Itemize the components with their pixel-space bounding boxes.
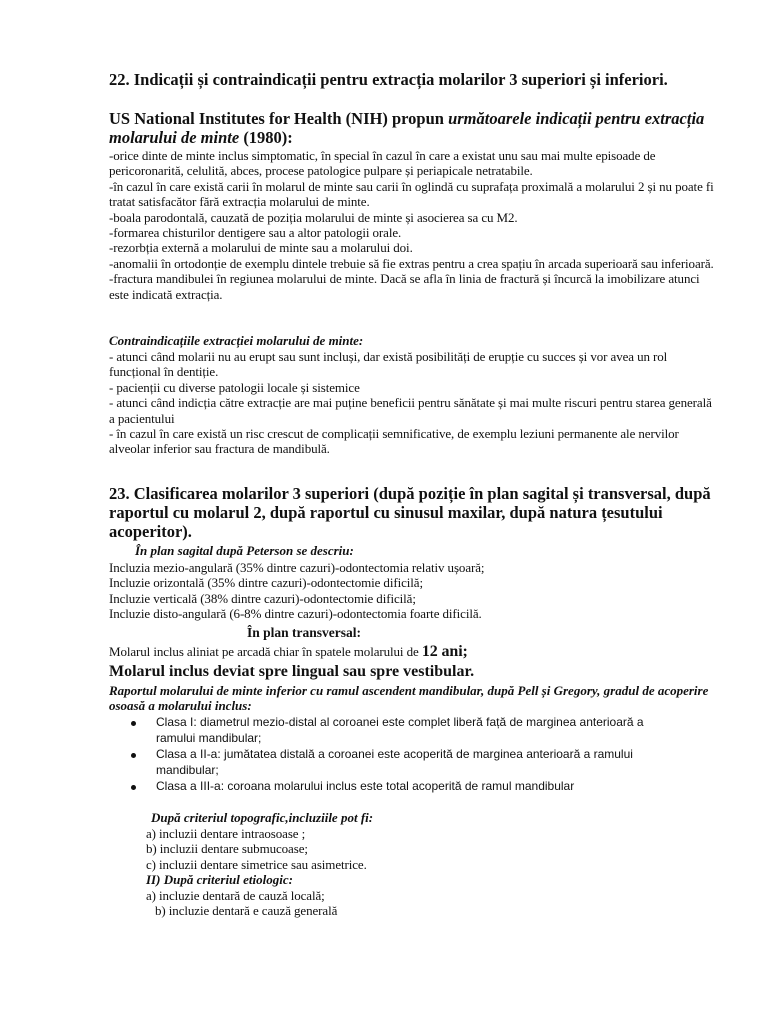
sagittal-item: Incluzie disto-angulară (6-8% dintre cazuri)-odontectomia foarte dificilă. (109, 606, 482, 622)
indication-item: -fractura mandibulei în regiunea molarului de minte. Dacă se afla în linia de fractură și încurcă la imobilizare atunci este indicată extracția. (109, 271, 700, 302)
etiologic-item: b) incluzie dentară e cauză generală (155, 903, 338, 919)
contraindication-item: - pacienții cu diverse patologii locale și sistemice (109, 379, 360, 395)
sagittal-item: Incluzia mezio-angulară (35% dintre cazuri)-odontectomia relativ ușoară; (109, 560, 485, 575)
transversal-line-1 (109, 643, 715, 661)
pell-item-text: Clasa a III-a: coroana molarului inclus este total acoperită de ramul mandibular (156, 779, 575, 793)
sagittal-item: Incluzie verticală (38% dintre cazuri)-odontectomie dificilă; (109, 590, 416, 606)
bullet-icon (131, 721, 136, 726)
bullet-icon (131, 785, 136, 790)
topographic-item: c) incluzii dentare simetrice sau asimetrice. (146, 856, 367, 872)
bullet-icon (131, 753, 136, 758)
etiologic-title: II) După criteriul etiologic: (146, 872, 293, 887)
indication-item: -orice dinte de minte inclus simptomatic, în special în cazul în care a existat unu sau mai multe episoade de pericoronarită, celulită, abces, procese patologice pulpare și periapicale netratabile. (109, 148, 656, 179)
indications-list (109, 148, 715, 302)
nih-heading (109, 109, 715, 147)
transversal-title: În plan transversal: (247, 625, 362, 640)
pell-item-text: Clasa I: diametrul mezio-distal al coroanei este complet liberă față de marginea anterioară a ramului mandibular; (156, 715, 644, 745)
indication-item: -boala parodontală, cauzată de poziția molarului de minte și asocierea sa cu M2. (109, 209, 518, 225)
indication-item: -în cazul în care există carii în molarul de minte sau carii în oglindă cu suprafața proximală a molarului 2 și nu poate fi tratat satisfacător fără extracția molarului de minte. (109, 178, 714, 210)
nih-prefix: US National Institutes for Health (NIH) propun (109, 109, 449, 128)
pell-item-text: Clasa a II-a: jumătatea distală a coroanei este acoperită de marginea anterioară a ramului mandibular; (156, 747, 633, 777)
transversal-line-1-age: 12 ani; (421, 643, 468, 660)
section-23-title: 23. Clasificarea molarilor 3 superiori (după poziție în plan sagital și transversal, după raportul cu molarul 2, după raportul cu sinusul maxilar, după natura țesutului acoperitor). (109, 484, 711, 541)
pell-gregory-title: Raportul molarului de minte inferior cu ramul ascendent mandibular, după Pell și Gregory, gradul de acoperire osoasă a molarului inclus: (109, 683, 709, 713)
contraindication-item: - atunci când molarii nu au erupt sau sunt incluși, dar există posibilități de erupție cu succes și vor avea un rol funcțional în dentiție. (109, 349, 668, 380)
contraindication-item: - în cazul în care există un risc crescut de complicații semnificative, de exemplu leziuni permanente ale nervilor alveolar inferior sau fractura de mandibulă. (109, 426, 679, 457)
topographic-list (146, 826, 706, 872)
etiologic-item: a) incluzie dentară de cauză locală; (146, 888, 325, 903)
topographic-item: b) incluzii dentare submucoase; (146, 841, 308, 857)
contraindication-item: - atunci când indicția către extracție are mai puține beneficii pentru sănătate și mai multe riscuri pentru starea generală a pacientului (109, 395, 712, 426)
pell-item (131, 779, 681, 795)
etiologic-list (146, 888, 706, 919)
indication-item: -anomalii în ortodonție de exemplu dintele trebuie să fie extras pentru a crea spațiu în arcada superioară sau inferioară. (109, 255, 714, 271)
nih-italic: următoarele indicații pentru extracția molarului de minte (109, 109, 705, 147)
sagittal-title: În plan sagital după Peterson se descriu: (135, 543, 354, 558)
transversal-line-2: Molarul inclus deviat spre lingual sau spre vestibular. (109, 663, 475, 680)
indication-item: -formarea chisturilor dentigere sau a altor patologii orale. (109, 225, 402, 241)
sagittal-list (109, 560, 715, 622)
contraindications-list (109, 349, 715, 457)
section-22-title: 22. Indicații și contraindicații pentru extracția molarilor 3 superiori și inferiori. (109, 70, 668, 89)
topographic-title: După criteriul topografic,incluziile pot fi: (151, 810, 374, 825)
transversal-line-1-text: Molarul inclus aliniat pe arcadă chiar în spatele molarului de (109, 644, 422, 659)
indication-item: -rezorbția externă a molarului de minte sau a molarului doi. (109, 240, 413, 256)
nih-suffix: (1980): (239, 128, 293, 147)
topographic-item: a) incluzii dentare intraosoase ; (146, 826, 306, 841)
sagittal-item: Incluzie orizontală (35% dintre cazuri)-odontectomie dificilă; (109, 575, 423, 591)
pell-item (131, 715, 681, 746)
pell-item (131, 747, 681, 778)
contraindications-title: Contraindicațiile extracției molarului de minte: (109, 333, 364, 348)
